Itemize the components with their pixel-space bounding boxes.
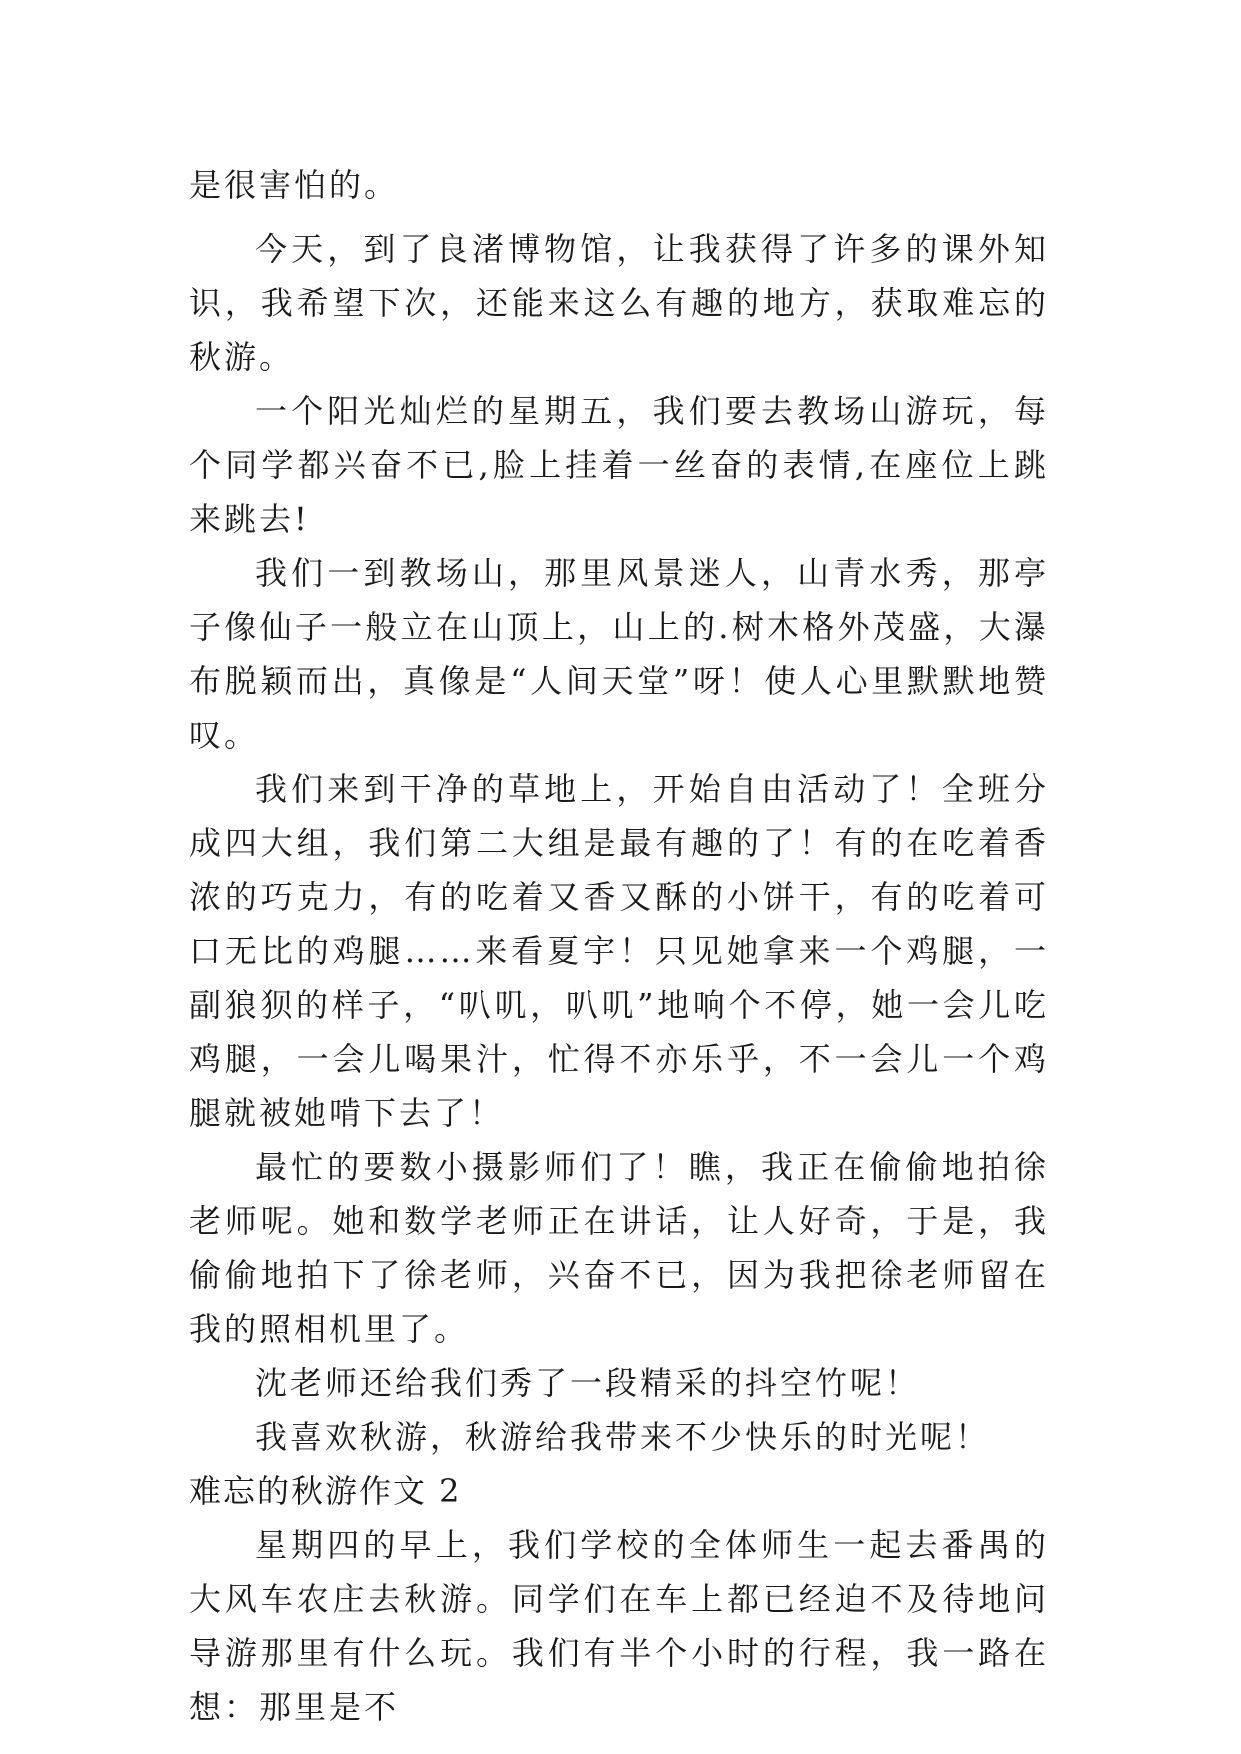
paragraph-grassland: 我们来到干净的草地上，开始自由活动了！全班分成四大组，我们第二大组是最有趣的了！有的在吃着香浓的巧克力，有的吃着又香又酥的小饼干，有的吃着可口无比的鸡腿……来看夏宇！只见她拿来一个鸡腿，一副狼狈的样子，“叭叽，叭叽”地响个不停，她一会儿吃鸡腿，一会儿喝果汁，忙得不亦乐乎，不一会儿一个鸡腿就被她啃下去了！: [189, 770, 1049, 1132]
paragraph-mountain: 我们一到教场山，那里风景迷人，山青水秀，那亭子像仙子一般立在山顶上，山上的.树木格外茂盛，大瀑布脱颖而出，真像是“人间天堂”呀！使人心里默默地赞叹。: [189, 554, 1049, 754]
paragraph-friday: 一个阳光灿烂的星期五，我们要去教场山游玩，每个同学都兴奋不已,脸上挂着一丝奋的表情,在座位上跳来跳去!: [189, 392, 1049, 538]
paragraph-gap: [189, 212, 1049, 222]
paragraph-thursday: 星期四的早上，我们学校的全体师生一起去番禺的大风车农庄去秋游。同学们在车上都已经迫不及待地问导游那里有什么玩。我们有半个小时的行程，我一路在想：那里是不: [189, 1526, 1049, 1726]
section-title: 难忘的秋游作文 2: [189, 1472, 462, 1510]
document-body: [189, 158, 1049, 1734]
paragraph-continuation: 是很害怕的。: [189, 166, 400, 204]
paragraph-museum: 今天，到了良渚博物馆，让我获得了许多的课外知识，我希望下次，还能来这么有趣的地方，获取难忘的秋游。: [189, 230, 1049, 376]
paragraph-conclusion: 我喜欢秋游，秋游给我带来不少快乐的时光呢！: [255, 1418, 991, 1456]
paragraph-photographers: 最忙的要数小摄影师们了！瞧，我正在偷偷地拍徐老师呢。她和数学老师正在讲话，让人好奇，于是，我偷偷地拍下了徐老师，兴奋不已，因为我把徐老师留在我的照相机里了。: [189, 1148, 1049, 1348]
paragraph-diabolo: 沈老师还给我们秀了一段精采的抖空竹呢！: [255, 1364, 921, 1402]
